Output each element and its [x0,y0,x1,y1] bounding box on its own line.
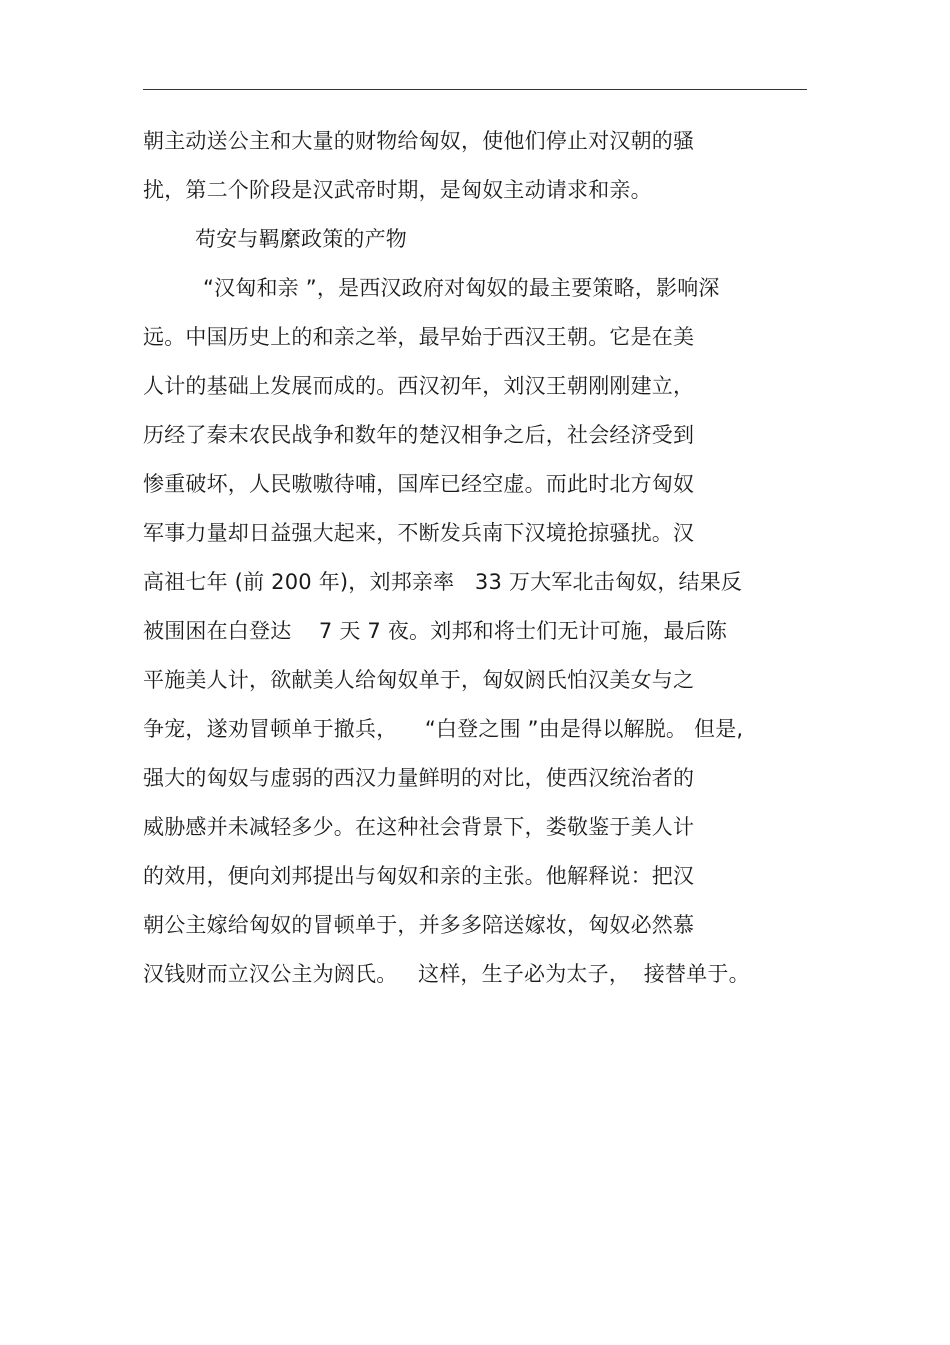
text-line: 历经了秦末农民战争和数年的楚汉相争之后，社会经济受到 [143,423,695,447]
text-line: 扰，第二个阶段是汉武帝时期，是匈奴主动请求和亲。 [143,178,652,202]
body-text [143,117,808,999]
text-line: 惨重破坏，人民嗷嗷待哺，国库已经空虚。而此时北方匈奴 [143,472,695,496]
text-line: 的效用，便向刘邦提出与匈奴和亲的主张。他解释说：把汉 [143,864,695,888]
header-rule [143,89,807,90]
text-line: 汉钱财而立汉公主为阏氏。 这样，生子必为太子， 接替单于。 [143,962,750,986]
text-line: 争宠，遂劝冒顿单于撤兵， “白登之围 ”由是得以解脱。 但是, [143,717,744,741]
text-line: 远。中国历史上的和亲之举，最早始于西汉王朝。它是在美 [143,325,695,349]
text-line: 人计的基础上发展而成的。西汉初年，刘汉王朝刚刚建立， [143,374,695,398]
section-heading: 苟安与羁縻政策的产物 [195,227,407,251]
text-line: 强大的匈奴与虚弱的西汉力量鲜明的对比，使西汉统治者的 [143,766,695,790]
text-line: 被围困在白登达 7 天 7 夜。刘邦和将士们无计可施，最后陈 [143,619,728,643]
text-line: 高祖七年 (前 200 年)，刘邦亲率 33 万大军北击匈奴，结果反 [143,570,743,594]
text-line: 朝公主嫁给匈奴的冒顿单于，并多多陪送嫁妆，匈奴必然慕 [143,913,695,937]
text-line: “汉匈和亲 ”，是西汉政府对匈奴的最主要策略，影响深 [203,276,720,300]
text-line: 朝主动送公主和大量的财物给匈奴，使他们停止对汉朝的骚 [143,129,695,153]
text-line: 威胁感并未减轻多少。在这种社会背景下，娄敬鉴于美人计 [143,815,695,839]
text-line: 平施美人计，欲献美人给匈奴单于，匈奴阏氏怕汉美女与之 [143,668,695,692]
text-line: 军事力量却日益强大起来，不断发兵南下汉境抢掠骚扰。汉 [143,521,695,545]
